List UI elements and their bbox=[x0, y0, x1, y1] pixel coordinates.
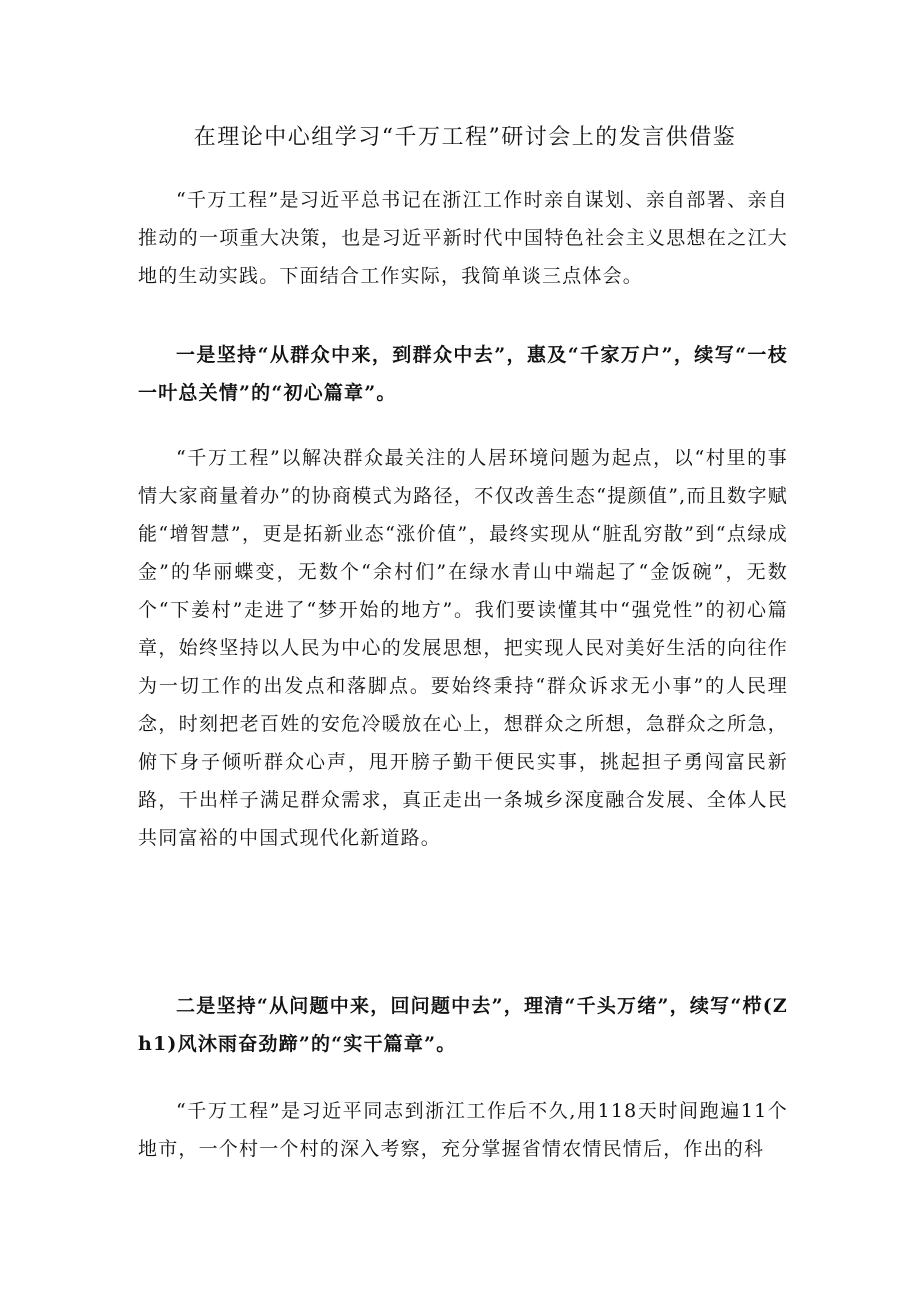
section-heading-2: 二是坚持“从问题中来，回问题中去”，理清“千头万绪”，续写“栉(Zh1)风沐雨奋劲蹄”的“实干篇章”。 bbox=[138, 995, 788, 1055]
section-heading-1: 一是坚持“从群众中来，到群众中去”，惠及“千家万户”，续写“一枝一叶总关情”的“初心篇章”。 bbox=[138, 344, 788, 404]
document-title: 在理论中心组学习“千万工程”研讨会上的发言供借鉴 bbox=[193, 125, 737, 150]
intro-paragraph: “千万工程”是习近平总书记在浙江工作时亲自谋划、亲自部署、亲自推动的一项重大决策，也是习近平新时代中国特色社会主义思想在之江大地的生动实践。下面结合工作实际，我简单谈三点体会。 bbox=[138, 189, 788, 287]
section-body-1: “千万工程”以解决群众最关注的人居环境问题为起点，以“村里的事情大家商量着办”的协商模式为路径，不仅改善生态“提颜值”,而且数字赋能“增智慧”，更是拓新业态“涨价值”，最终实现从“脏乱穷散”到“点绿成金”的华丽蝶变，无数个“余村们”在绿水青山中端起了“金饭碗”，无数个“下姜村”走进了“梦开始的地方”。我们要读懂其中“强党性”的初心篇章，始终坚持以人民为中心的发展思想，把实现人民对美好生活的向往作为一切工作的出发点和落脚点。要始终秉持“群众诉求无小事”的人民理念，时刻把老百姓的安危冷暖放在心上，想群众之所想，急群众之所急，俯下身子倾听群众心声，甩开膀子勤干便民实事，挑起担子勇闯富民新路，干出样子满足群众需求，真正走出一条城乡深度融合发展、全体人民共同富裕的中国式现代化新道路。 bbox=[138, 447, 788, 849]
section-body-2: “千万工程”是习近平同志到浙江工作后不久,用118天时间跑遍11个地市，一个村一个村的深入考察，充分掌握省情农情民情后，作出的科 bbox=[138, 1100, 788, 1160]
